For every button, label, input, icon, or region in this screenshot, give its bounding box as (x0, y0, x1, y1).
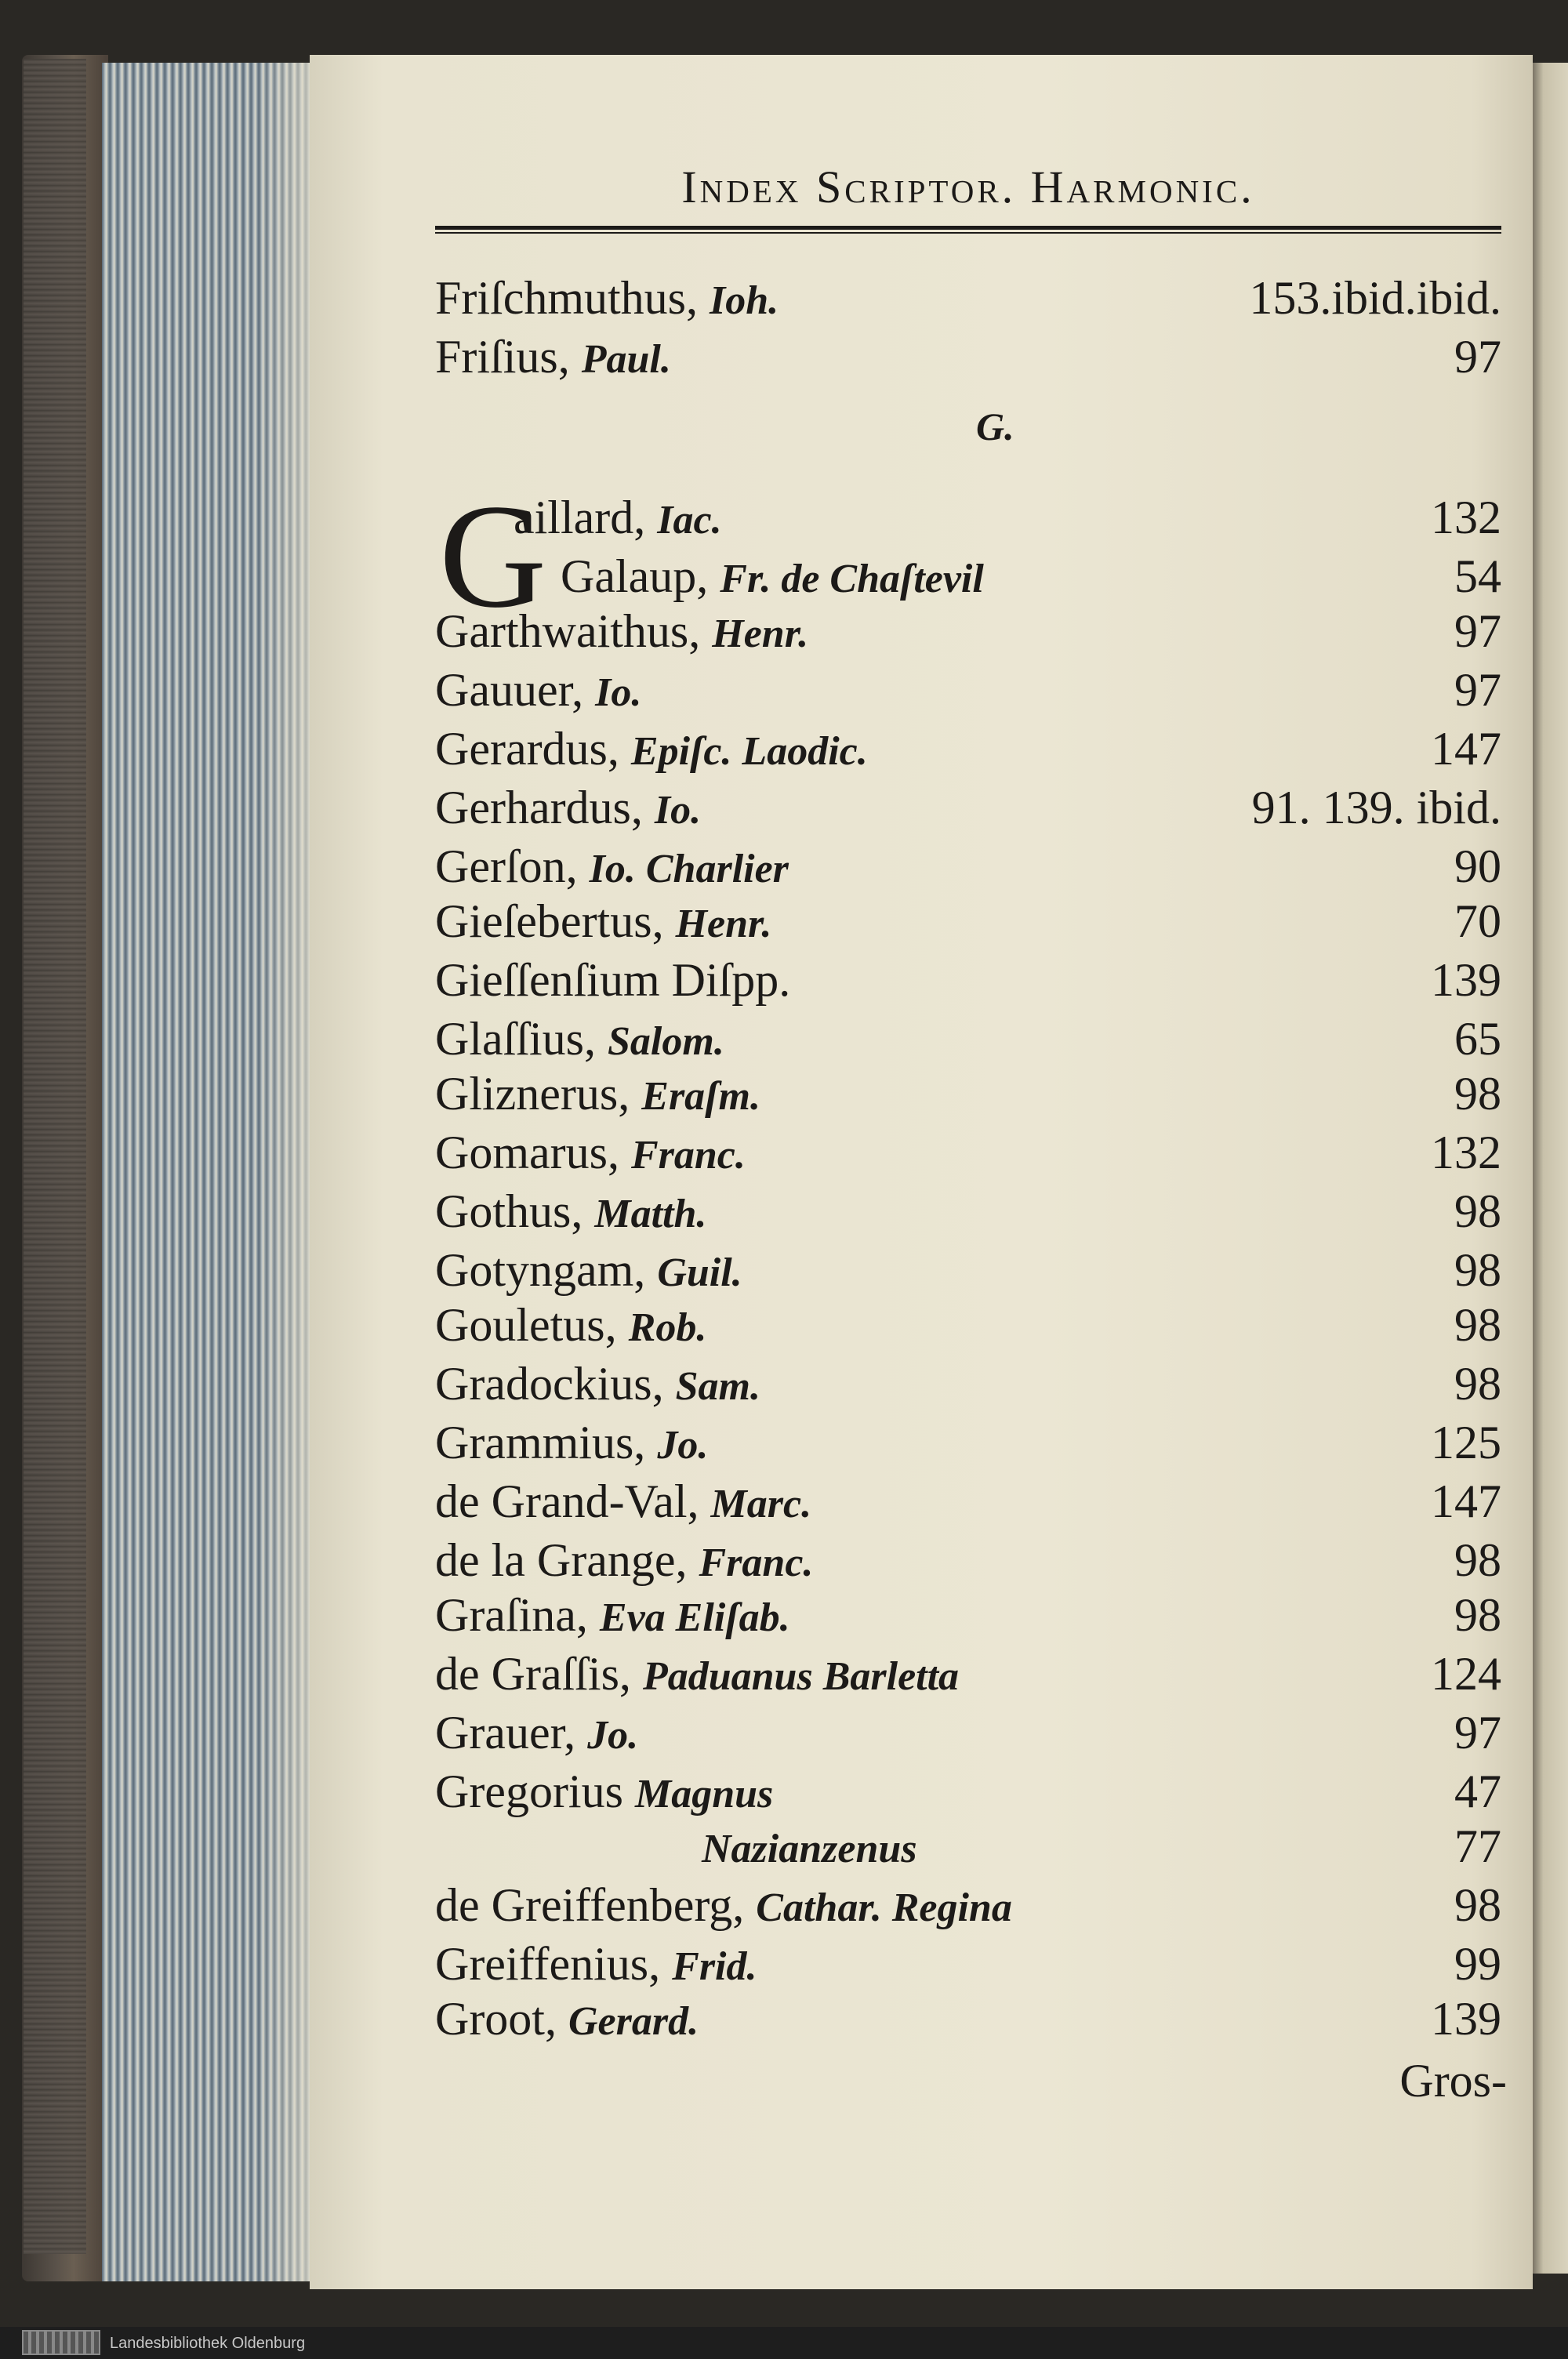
entry-surname: Gerſon, (435, 840, 578, 892)
entry-given-name: Magnus (634, 1772, 774, 1816)
entry-page-number: 97 (1454, 1707, 1501, 1758)
entry-page-number: 91. 139. ibid. (1251, 782, 1501, 833)
entry-name-line (561, 549, 984, 607)
index-entry (435, 1533, 1501, 1588)
entry-surname: Gradockius, (435, 1358, 664, 1410)
entry-page-number: 125 (1431, 1417, 1501, 1468)
entry-name-line (435, 1764, 773, 1822)
entry-surname: Groot, (435, 1993, 557, 2045)
entry-given-name: Jo. (657, 1423, 709, 1468)
entry-page-number: 139 (1431, 1993, 1501, 2045)
entry-given-name: Io. (654, 788, 702, 833)
entry-given-name: Paduanus Barletta (642, 1654, 960, 1699)
index-entry (435, 1243, 1501, 1297)
index-entry (435, 1356, 1501, 1411)
entry-given-name: Sam. (675, 1364, 760, 1409)
entry-page-number: 98 (1454, 1244, 1501, 1296)
section-letter: G. (976, 405, 1014, 448)
entry-given-name: Franc. (699, 1541, 814, 1585)
entry-name-line (435, 1533, 813, 1591)
index-entry (435, 1936, 1501, 1991)
entry-name-line (435, 1415, 708, 1473)
entry-page-number: 97 (1454, 331, 1501, 383)
index-entry (435, 1297, 1501, 1352)
entry-page-number: 98 (1454, 1879, 1501, 1931)
entry-page-number: 47 (1454, 1766, 1501, 1817)
entry-given-name: Epiſc. Laodic. (630, 729, 868, 774)
entry-given-name: Nazianzenus (702, 1827, 917, 1871)
facing-page-edge (1533, 63, 1568, 2274)
entry-page-number: 90 (1454, 840, 1501, 892)
entry-page-number: 54 (1454, 550, 1501, 602)
entry-given-name: Ioh. (710, 278, 779, 323)
entry-given-name: Iac. (657, 498, 722, 543)
entry-surname: Gouletus, (435, 1299, 617, 1351)
entry-name-line (514, 490, 722, 548)
entry-page-number: 99 (1454, 1938, 1501, 1990)
entry-page-number: 98 (1454, 1358, 1501, 1410)
entry-page-number: 98 (1454, 1068, 1501, 1120)
entry-name-line (435, 1184, 706, 1242)
entry-name-line (435, 1125, 746, 1183)
entry-given-name: Gerard. (568, 1999, 699, 2044)
entry-surname: Gotyngam, (435, 1244, 646, 1296)
index-entry (435, 721, 1501, 776)
entry-surname: Greiffenius, (435, 1938, 661, 1990)
index-entry (435, 1415, 1501, 1470)
page-header: Index Scriptor. Harmonic. (681, 162, 1255, 212)
entry-surname: aillard, (514, 492, 646, 543)
entry-given-name: Guil. (657, 1250, 742, 1295)
entry-surname: Glaſſius, (435, 1013, 596, 1065)
entry-given-name: Marc. (710, 1482, 812, 1526)
entry-page-number: 77 (1454, 1820, 1501, 1872)
entry-given-name: Eraſm. (641, 1074, 760, 1119)
entry-surname: Gothus, (435, 1185, 583, 1237)
index-entry (435, 1125, 1501, 1180)
entry-name-line (435, 1588, 790, 1646)
entry-page-number: 98 (1454, 1185, 1501, 1237)
book-cover-edge (24, 59, 86, 2254)
entry-given-name: Jo. (587, 1713, 639, 1758)
entry-given-name: Eva Eliſab. (599, 1595, 790, 1640)
entry-given-name: Henr. (675, 902, 772, 946)
entry-page-number: 98 (1454, 1589, 1501, 1641)
entry-page-number: 124 (1431, 1648, 1501, 1700)
entry-name-line (435, 329, 671, 387)
catchword: Gros- (1399, 2055, 1507, 2107)
entry-surname: Gomarus, (435, 1127, 619, 1178)
index-entry (435, 839, 1501, 894)
entry-name-line (435, 1705, 638, 1763)
drop-cap: G (439, 474, 547, 639)
entry-page-number: 132 (1431, 492, 1501, 543)
index-entry (435, 1878, 1501, 1933)
entry-given-name: Paul. (581, 337, 671, 382)
entry-name-line (435, 953, 790, 1011)
index-entry (435, 662, 1501, 717)
entry-name-line (435, 662, 641, 720)
entry-name-line (435, 839, 789, 897)
entry-name-line (435, 1474, 811, 1532)
entry-surname: de Graſſis, (435, 1648, 631, 1700)
header-rule (435, 226, 1501, 234)
index-entry (435, 1991, 1501, 2046)
index-entry (435, 1588, 1501, 1642)
entry-name-line (435, 1297, 706, 1356)
entry-name-line (435, 1878, 1012, 1936)
index-entry (435, 1474, 1501, 1529)
entry-page-number: 139 (1431, 954, 1501, 1006)
entry-name-line (435, 1991, 699, 2049)
entry-surname: Gieſſenſium Diſpp. (435, 954, 791, 1006)
entry-name-line (435, 1646, 959, 1704)
entry-given-name: Frid. (672, 1944, 757, 1989)
entry-name-line (435, 1356, 760, 1414)
entry-surname: de Greiffenberg, (435, 1879, 745, 1931)
index-entry (435, 780, 1501, 835)
entry-page-number: 153.ibid.ibid. (1249, 272, 1501, 324)
entry-name-line (435, 1243, 742, 1301)
entry-surname: Galaup, (561, 550, 709, 602)
entry-given-name: Io. Charlier (589, 847, 789, 891)
index-entry (435, 270, 1501, 325)
index-entry (435, 1011, 1501, 1066)
library-label: Landesbibliothek Oldenburg (110, 2335, 306, 2352)
entry-surname: Gerardus, (435, 723, 619, 775)
entry-name-line (435, 1011, 724, 1069)
entry-name-line (435, 604, 808, 662)
index-entry (435, 1764, 1501, 1819)
entry-surname: de Grand-Val, (435, 1475, 699, 1527)
entry-page-number: 98 (1454, 1534, 1501, 1586)
index-entry (435, 953, 1501, 1007)
entry-given-name: Cathar. Regina (756, 1885, 1012, 1930)
entry-page-number: 97 (1454, 664, 1501, 716)
entry-name-line (435, 1936, 757, 1994)
entry-given-name: Salom. (608, 1019, 724, 1064)
entry-name-line (435, 1066, 760, 1124)
entry-surname: Gliznerus, (435, 1068, 630, 1120)
entry-surname: de la Grange, (435, 1534, 688, 1586)
entry-name-line (435, 721, 868, 779)
entry-surname: Gregorius (435, 1766, 623, 1817)
entry-page-number: 98 (1454, 1299, 1501, 1351)
entry-surname: Grauer, (435, 1707, 576, 1758)
entry-surname: Gerhardus, (435, 782, 643, 833)
index-entry (435, 329, 1501, 384)
entry-name-line (702, 1819, 917, 1877)
index-entry (435, 1705, 1501, 1760)
index-entry (435, 490, 1501, 545)
entry-surname: Friſius, (435, 331, 570, 383)
index-entry (435, 1646, 1501, 1701)
entry-surname: Graſina, (435, 1589, 588, 1641)
entry-given-name: Henr. (712, 612, 809, 656)
entry-given-name: Rob. (628, 1305, 707, 1350)
index-entry (435, 549, 1501, 604)
entry-given-name: Franc. (630, 1133, 746, 1178)
entry-surname: Gieſebertus, (435, 895, 664, 947)
entry-surname: Friſchmuthus, (435, 272, 699, 324)
entry-page-number: 132 (1431, 1127, 1501, 1178)
entry-given-name: Io. (595, 670, 642, 715)
entry-page-number: 70 (1454, 895, 1501, 947)
entry-page-number: 147 (1431, 1475, 1501, 1527)
library-logo-icon (22, 2330, 100, 2355)
entry-given-name: Fr. de Chaſtevil (720, 557, 984, 601)
entry-page-number: 147 (1431, 723, 1501, 775)
entry-surname: Gauuer, (435, 664, 584, 716)
entry-page-number: 97 (1454, 605, 1501, 657)
entry-name-line (435, 780, 701, 838)
index-entry (435, 1184, 1501, 1239)
index-entry (435, 604, 1501, 659)
entry-given-name: Matth. (594, 1192, 707, 1236)
entry-page-number: 65 (1454, 1013, 1501, 1065)
entry-surname: Grammius, (435, 1417, 646, 1468)
entry-name-line (435, 270, 779, 328)
index-entry (435, 894, 1501, 949)
index-entry (435, 1066, 1501, 1121)
entry-surname: Garthwaithus, (435, 605, 701, 657)
entry-name-line (435, 894, 771, 952)
index-entry (435, 1819, 1501, 1874)
